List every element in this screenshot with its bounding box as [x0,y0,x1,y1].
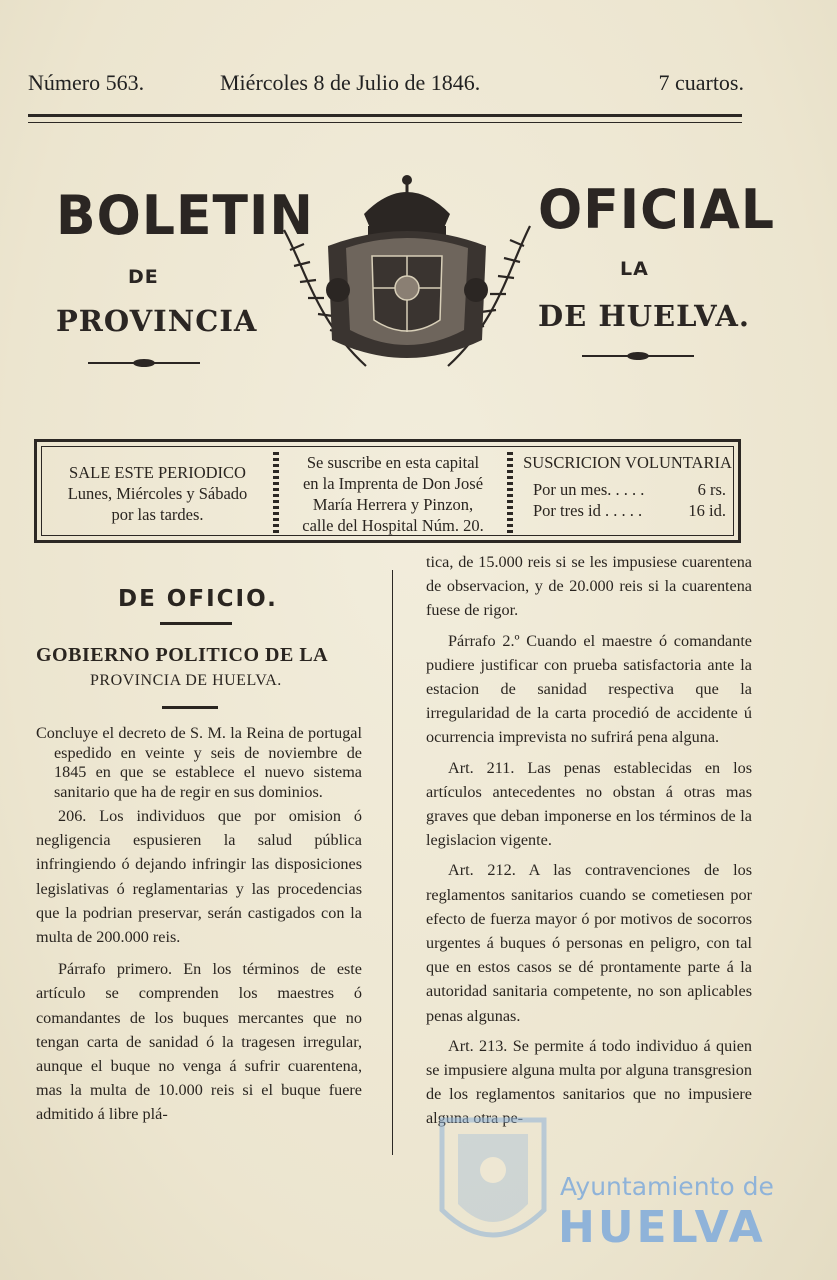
masthead-boletin: BOLETIN [56,184,314,248]
section-title: DE OFICIO. [118,586,278,612]
paragraph: Art. 213. Se permite á todo individuo á quien se impusiere alguna multa por alguna transgresion de los reglamentos sanitarios que no impusiere alguna otra pe- [426,1036,752,1128]
issue-date: Miércoles 8 de Julio de 1846. [220,70,481,95]
box-separator-1 [273,452,279,536]
watermark-line1: Ayuntamiento de [560,1172,774,1201]
issue-price: 7 cuartos. [658,70,744,95]
voluntary-subscription: SUSCRICION VOLUNTARIA Por un mes. . . . . 6 rs. Por tres id . . . . . 16 id. [523,453,732,520]
section-rule [160,622,232,625]
header-rule [28,114,742,117]
masthead-provincia: PROVINCIA [56,304,258,338]
ornament-right [582,355,694,357]
issue-number: Número 563. [28,70,145,95]
watermark-line2: HUELVA [558,1202,766,1253]
article-column-1 [36,724,362,1127]
header-rule-thin [28,122,742,123]
paragraph: Párrafo 2.º Cuando el maestre ó comandante pudiere justificar con prueba satisfactoria ante la estacion de sanidad respectiva que la irregularidad de la carta procedió de accidente ú ocurrencia imprevista no sufrirá pena alguna. [426,631,752,747]
article-column-2 [426,550,752,1131]
paragraph: Art. 212. A las contravenciones de los reglamentos sanitarios cuando se cometiesen por efecto de fuerza mayor ó por motivos de socorros urgentes á buques ó personas en peligro, con tal que en estos casos se dé prontamente parte á la autoridad sanitaria competente, no son aplicables penas algunas. [426,861,752,1025]
paragraph: tica, de 15.000 reis si se les impusiese cuarentena de observacion, y de 20.000 reis si la cuarentena fuese de rigor. [426,553,752,620]
paragraph: Párrafo primero. En los términos de este artículo se comprenden los maestres ó comandantes de los buques mercantes que no tengan carta de sanidad ó la tragesen irregular, aunque el buque no venga á sufrir cuarentena, mas la multa de 10.000 reis si el buque fuere admitido á libre plá- [36,960,362,1124]
ornament-left [88,362,200,364]
publication-schedule: SALE ESTE PERIODICO Lunes, Miércoles y Sábado por las tardes. [67,463,248,524]
article-heading: GOBIERNO POLITICO DE LA [36,644,329,666]
masthead-oficial: OFICIAL [538,178,775,242]
box-separator-2 [507,452,513,536]
article-subheading: PROVINCIA DE HUELVA. [90,672,282,689]
paragraph: Concluye el decreto de S. M. la Reina de portugal espedido en veinte y seis de noviembre de 1845 en que se establece el nuevo sistema sanitario que ha de regir en sus dominios. [36,724,362,801]
issue-header [28,66,744,106]
masthead-de: DE [128,266,159,288]
column-divider [392,570,393,1155]
paragraph: 206. Los individuos que por omision ó negligencia espusieren la salud pública infringiendo ó dejando infringir las disposiciones legislativas ó reglamentarias y las procedencias que la podrian preservar, serán castigados con la multa de 200.000 reis. [36,807,362,947]
royal-coat-of-arms-icon [276,170,538,382]
heading-rule [162,706,218,709]
paragraph: Art. 211. Las penas establecidas en los artículos antecedentes no obstan á otras mas graves que deban imponerse en los términos de la legislacion vigente. [426,758,752,850]
subscription-location: Se suscribe en esta capital en la Imprenta de Don José María Herrera y Pinzon, calle del Hospital Núm. 20. [302,453,484,535]
masthead-la: LA [620,258,649,280]
subscription-info-box [34,439,741,543]
masthead-de-huelva: DE HUELVA. [538,299,750,333]
